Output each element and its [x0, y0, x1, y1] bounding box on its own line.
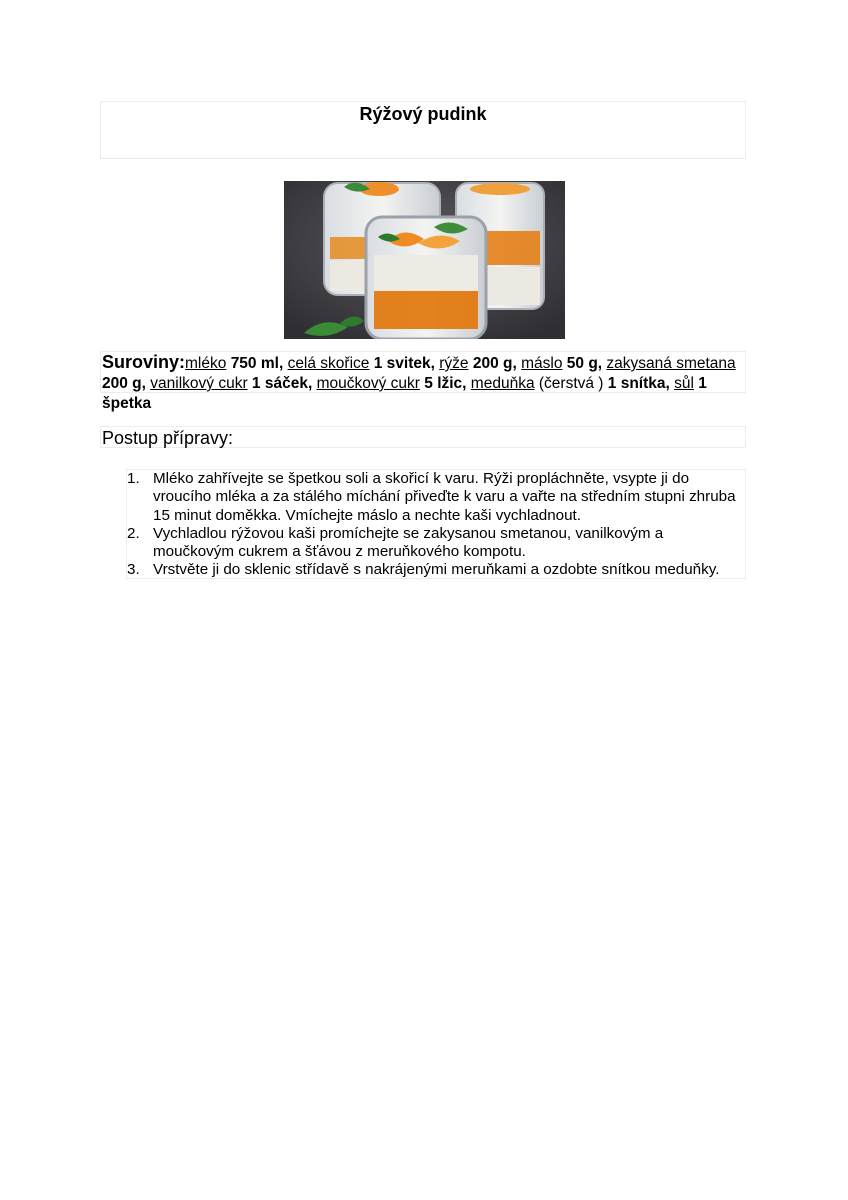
step-number: 3.	[127, 561, 140, 579]
ingredient-name[interactable]: mléko	[185, 355, 227, 372]
ingredient-amount: 1 sáček,	[251, 375, 313, 392]
ingredient-amount: 750 ml,	[230, 355, 284, 372]
recipe-title: Rýžový pudink	[359, 104, 487, 124]
step-text: Vrstvěte ji do sklenic střídavě s nakrájenými meruňkami a ozdobte snítkou meduňky.	[153, 561, 720, 579]
steps-box	[126, 469, 746, 579]
ingredient-name[interactable]: rýže	[439, 355, 469, 372]
steps-list	[127, 470, 745, 580]
ingredient-amount: 1 špetka	[102, 375, 707, 412]
ingredient-name[interactable]: celá skořice	[287, 355, 370, 372]
ingredient-note: (čerstvá )	[538, 375, 604, 392]
jar-front	[366, 217, 486, 339]
ingredient-name[interactable]: sůl	[674, 375, 694, 392]
step-number: 1.	[127, 470, 140, 487]
ingredient-amount: 50 g,	[566, 355, 603, 372]
ingredient-amount: 1 svitek,	[373, 355, 435, 372]
ingredient-name[interactable]: moučkový cukr	[316, 375, 420, 392]
ingredient-amount: 5 lžic,	[424, 375, 467, 392]
ingredient-name[interactable]: vanilkový cukr	[150, 375, 248, 392]
step-number: 2.	[127, 524, 140, 542]
step-text: Mléko zahřívejte se špetkou soli a skořicí k varu. Rýži propláchněte, vsypte ji do vroucího mléka a za stálého míchání přiveďte k varu a vařte na středním stupni zhruba 15 minut doměkka. Vmíchejte máslo a nechte kaši vychladnout.	[153, 470, 736, 524]
recipe-photo	[284, 181, 565, 339]
method-heading: Postup přípravy:	[100, 426, 746, 448]
step-item	[127, 525, 745, 562]
ingredient-name[interactable]: zakysaná smetana	[606, 355, 736, 372]
ingredients-box	[100, 351, 746, 412]
rice-pudding-jars-image	[284, 181, 565, 339]
ingredient-amount: 200 g,	[102, 375, 146, 392]
step-item	[127, 561, 745, 579]
ingredient-name[interactable]: meduňka	[470, 375, 535, 392]
ingredients-heading: Suroviny:	[102, 352, 186, 372]
ingredient-amount: 1 snítka,	[607, 375, 670, 392]
step-text: Vychladlou rýžovou kaši promíchejte se zakysanou smetanou, vanilkovým a moučkovým cukrem a šťávou z meruňkového kompotu.	[153, 524, 664, 561]
step-item	[127, 470, 745, 525]
ingredient-amount: 200 g,	[472, 355, 517, 372]
title-box	[100, 101, 746, 159]
ingredient-name[interactable]: máslo	[521, 355, 563, 372]
